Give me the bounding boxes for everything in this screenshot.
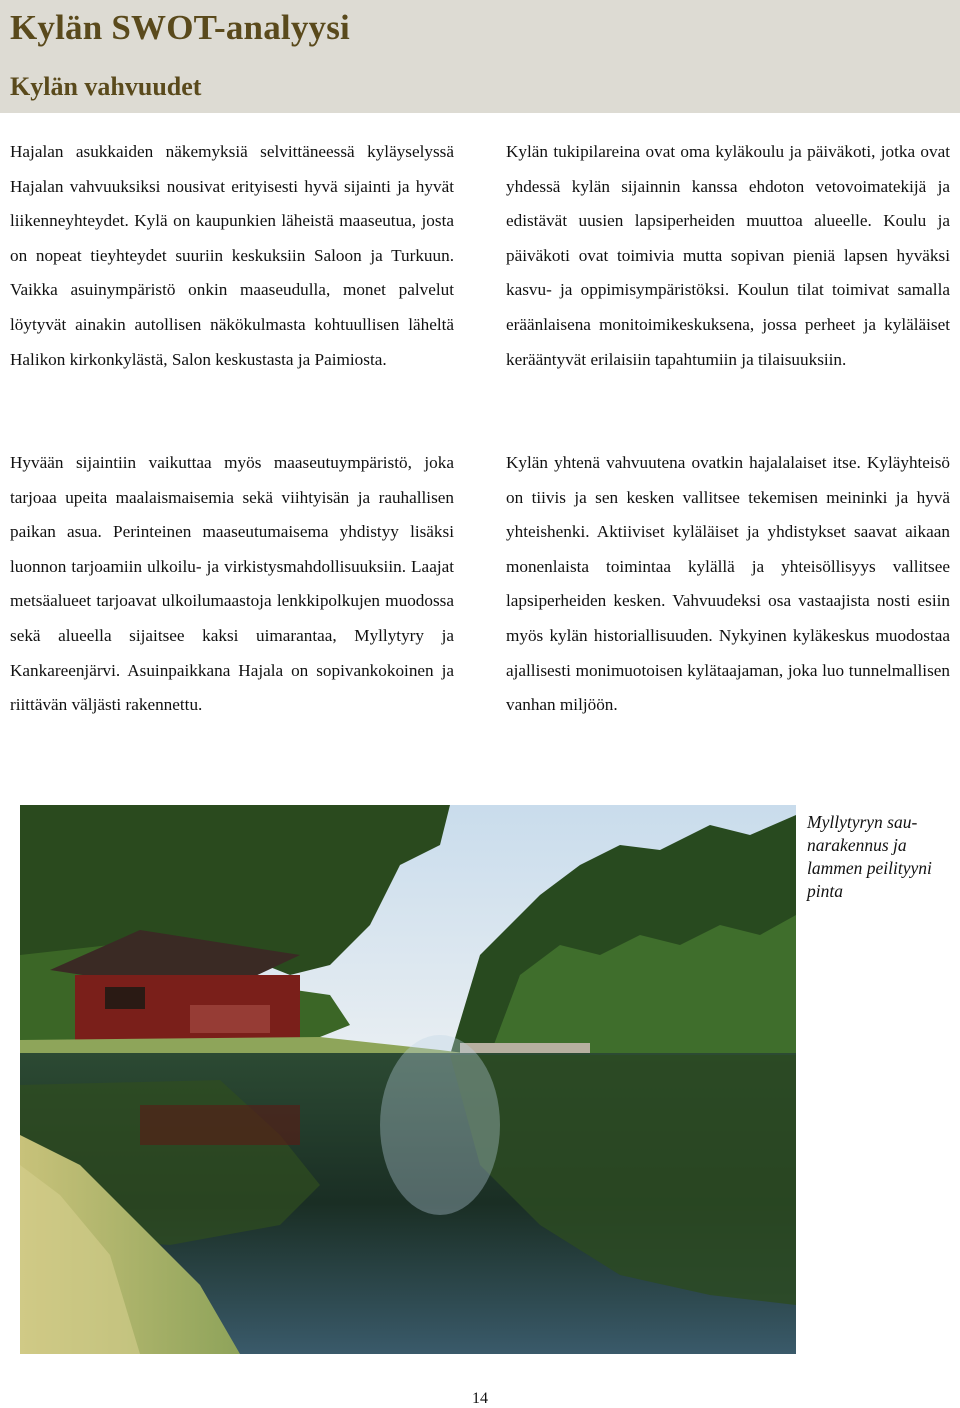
photo-caption: Myllytyryn saunarakennus ja lammen peilityyni pinta — [807, 812, 932, 901]
section-heading: Kylän vahvuudet — [10, 72, 202, 101]
paragraph-location: Hajalan asukkaiden näkemyksiä selvittäneessä kyläyselyssä Hajalan vahvuuksiksi nousivat erityisesti hyvä sijainti ja hyvät liikenneyhteydet. Kylä on kaupunkien läheistä maaseutua, josta on nopeat tieyhteydet suuriin keskuksiin Saloon ja Turkuun. Vaikka asuinympäristö onkin maaseudulla, monet palvelut löytyvät ainakin autollisen näkökulmasta kohtuullisen läheltä Halikon kirkonkylästä, Salon keskustasta ja Paimiosta. — [10, 142, 454, 369]
page-header — [0, 0, 960, 113]
paragraph-community: Kylän yhtenä vahvuutena ovatkin hajalalaiset itse. Kyläyhteisö on tiivis ja sen kesken vallitsee tekemisen meininki ja hyvä yhteishenki. Aktiiviset kyläläiset ja yhdistykset saavat aikaan monenlaista toimintaa kylällä ja yhteisöllisyys vallitsee lapsiperheiden kesken. Vahvuudeksi osa vastaajista nosti esiin myös kylän historiallisuuden. Nykyinen kyläkeskus muodostaa ajallisesti monimuotoisen kylätaajaman, joka luo tunnelmallisen vanhan miljöön. — [506, 453, 950, 715]
page-title: Kylän SWOT-analyysi — [10, 8, 350, 47]
sauna-lake-photo — [20, 805, 796, 1354]
page-number: 14 — [472, 1390, 488, 1407]
paragraph-environment: Hyvään sijaintiin vaikuttaa myös maaseutuympäristö, joka tarjoaa upeita maalaismaisemia sekä viihtyisän ja rauhallisen paikan asua. Perinteinen maaseutumaisema yhdistyy lisäksi luonnon tarjoamiin ulkoilu- ja virkistysmahdollisuuksiin. Laajat metsäalueet tarjoavat ulkoilumaastoja lenkkipolkujen muodossa sekä alueella sijaitsee kaksi uimarantaa, Myllytyry ja Kankareenjärvi. Asuinpaikkana Hajala on sopivankokoinen ja riittävän väljästi rakennettu. — [10, 453, 454, 715]
paragraph-school: Kylän tukipilareina ovat oma kyläkoulu ja päiväkoti, jotka ovat yhdessä kylän sijainnin kanssa ehdoton vetovoimatekijä ja edistävät uusien lapsiperheiden muuttoa alueelle. Koulu ja päiväkoti ovat toimivia mutta sopivan pieniä lapsen hyväksi kasvu- ja oppimisympäristöksi. Koulun tilat toimivat samalla eräänlaisena monitoimikeskuksena, jossa perheet ja kyläläiset kerääntyvät erilaisiin tapahtumiin ja tilaisuuksiin. — [506, 142, 950, 369]
